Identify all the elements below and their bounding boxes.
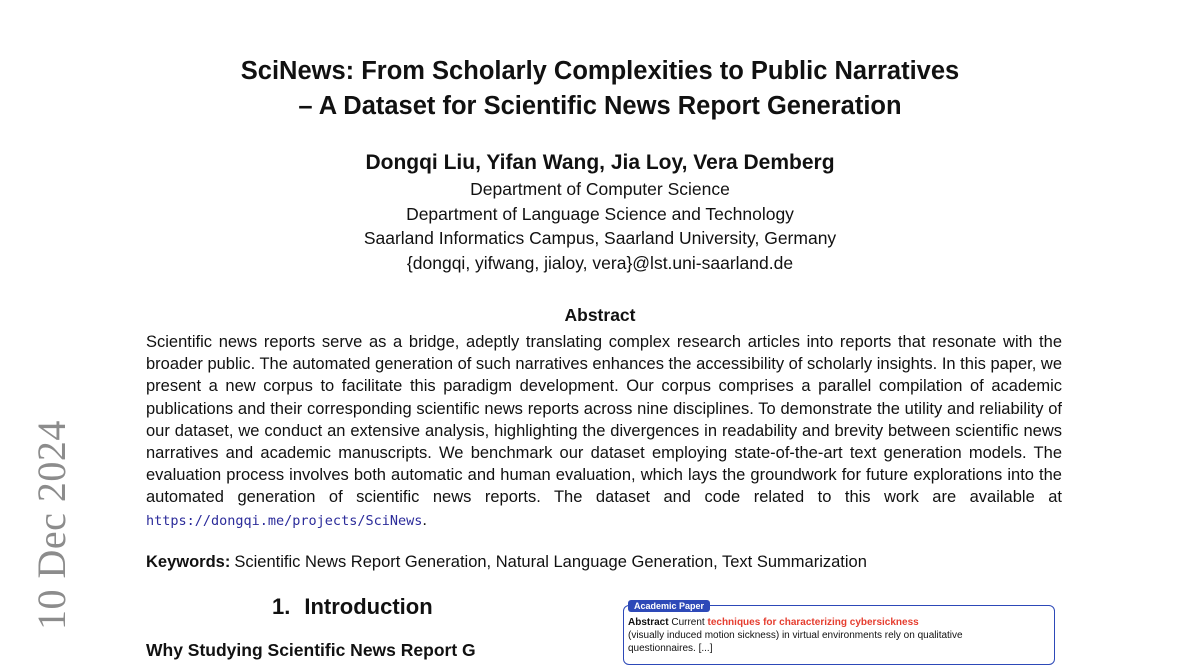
section-title: Introduction: [304, 594, 433, 619]
keywords-label: Keywords:: [146, 553, 231, 571]
abstract-end: .: [422, 510, 427, 529]
subsection-heading: Why Studying Scientific News Report G: [146, 640, 476, 660]
section-number: 1.: [272, 594, 291, 619]
figure-line-1: [628, 616, 1048, 629]
paper-title: [0, 54, 1200, 124]
affiliation-line: Department of Language Science and Technology: [406, 203, 794, 224]
figure-line-2: (visually induced motion sickness) in virtual environments rely on qualitative: [628, 630, 963, 641]
keywords: [146, 553, 1062, 572]
title-line-2: – A Dataset for Scientific News Report Generation: [298, 92, 902, 120]
title-line-1: SciNews: From Scholarly Complexities to Public Narratives: [240, 57, 960, 85]
figure-academic-paper-box: [623, 601, 1055, 665]
figure-highlight: techniques for characterizing cybersickness: [707, 617, 919, 628]
section-heading: [272, 594, 433, 620]
figure-abstract-label: Abstract: [628, 617, 669, 628]
arxiv-date-stamp: 10 Dec 2024: [29, 420, 74, 630]
abstract-text: Scientific news reports serve as a bridge, adeptly translating complex research articles into reports that resonate with the broader public. The automated generation of such narratives enhances the accessibility of scholarly insights. In this paper, we present a new corpus to facilitate this paradigm development. Our corpus comprises a parallel compilation of academic publications and their corresponding scientific news reports across nine disciplines. To demonstrate the utility and reliability of our dataset, we conduct an extensive analysis, highlighting the divergences in readability and brevity between scientific news narratives and academic manuscripts. We benchmark our dataset employing state-of-the-art text generation models. The evaluation process involves both automatic and human evaluation, which lays the groundwork for future explorations into the automated generation of scientific news reports. The dataset and code related to this work are available at: [146, 333, 1062, 507]
figure-line-3: questionnaires. [...]: [628, 643, 713, 654]
figure-lead: Current: [671, 617, 705, 628]
affiliations: [0, 177, 1200, 275]
affiliation-line: Saarland Informatics Campus, Saarland University, Germany: [363, 228, 837, 248]
project-link[interactable]: https://dongqi.me/projects/SciNews: [146, 512, 423, 529]
figure-tag: Academic Paper: [628, 600, 710, 612]
abstract-body: [146, 331, 1062, 532]
author-emails: {dongqi, yifwang, jialoy, vera}@lst.uni-saarland.de: [406, 252, 794, 273]
abstract-heading: Abstract: [564, 305, 636, 325]
keywords-text: Scientific News Report Generation, Natural Language Generation, Text Summarization: [234, 553, 867, 571]
affiliation-line: Department of Computer Science: [470, 179, 730, 199]
author-list: Dongqi Liu, Yifan Wang, Jia Loy, Vera Demberg: [365, 151, 835, 174]
